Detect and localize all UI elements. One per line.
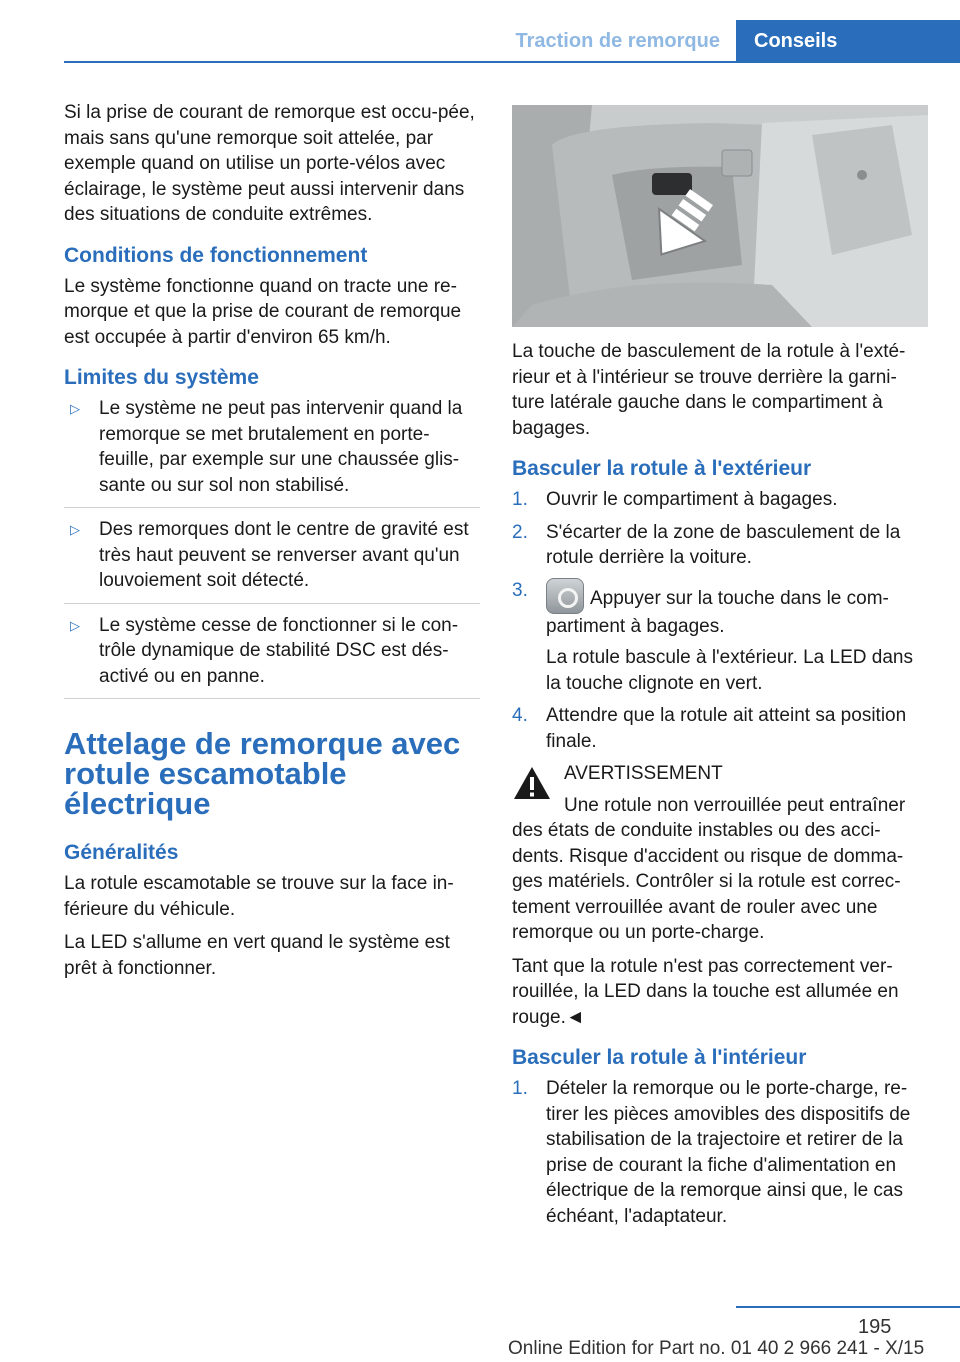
warning-text: Une rotule non verrouillée peut entraîner des états de conduite instables ou des acci-dents. Risque d'accident ou risque de domma-ges matériels. Contrôler si la rotule est correc-tement verrouillée avant de rouler avec une remorque ou un porte-charge.: [512, 794, 906, 943]
tilt-out-heading: Basculer la rotule à l'extérieur: [512, 457, 812, 480]
triangle-bullet-icon: ▷: [70, 522, 80, 537]
step-number: 3.: [512, 579, 528, 601]
conditions-paragraph: Le système fonctionne quand on tracte une re-morque et que la prise de courant de remorque est occupée à partir d'environ 65 km/h.: [64, 275, 462, 348]
list-item-text: Le système cesse de fonctionner si le con-trôle dynamique de stabilité DSC est dés-activé ou en panne.: [99, 614, 459, 687]
step-text: S'écarter de la zone de basculement de la rotule derrière la voiture.: [546, 521, 901, 568]
tilt-in-heading: Basculer la rotule à l'intérieur: [512, 1046, 807, 1069]
step-number: 1.: [512, 1078, 528, 1099]
trunk-photo: [512, 105, 928, 327]
general-paragraph-2: La LED s'allume en vert quand le système est prêt à fonctionner.: [64, 932, 450, 979]
header-section-title: Traction de remorque: [515, 30, 720, 52]
step-number: 2.: [512, 521, 528, 543]
photo-caption: La touche de basculement de la rotule à l'exté-rieur et à l'intérieur se trouve derrière la garni-ture latérale gauche dans le compartiment à bagages.: [512, 341, 906, 439]
step-text: Ouvrir le compartiment à bagages.: [546, 489, 838, 510]
list-item: [512, 487, 928, 513]
warning-title: AVERTISSEMENT: [564, 763, 723, 784]
step-text: Appuyer sur la touche dans le com-partiment à bagages.: [546, 587, 889, 637]
right-column: [512, 100, 928, 1236]
step-number: 4.: [512, 705, 528, 726]
left-column: [64, 100, 480, 989]
list-item-text: Le système ne peut pas intervenir quand la remorque se met brutalement en porte-feuille, par exemple sur une chaussée glis-sante ou sur sol non stabilisé.: [99, 398, 463, 496]
step-text: Attendre que la rotule ait atteint sa position finale.: [546, 705, 907, 752]
general-paragraph-1: La rotule escamotable se trouve sur la face in-férieure du véhicule.: [64, 873, 454, 920]
triangle-bullet-icon: ▷: [70, 401, 80, 416]
limits-heading: Limites du système: [64, 366, 259, 389]
edition-text: Online Edition for Part no. 01 40 2 966 241 - X/15: [508, 1338, 925, 1359]
tilt-out-steps: [512, 487, 928, 754]
step-number: 1.: [512, 489, 528, 510]
triangle-bullet-icon: ▷: [70, 617, 80, 633]
list-item-text: Des remorques dont le centre de gravité est très haut peuvent se renverser avant qu'un louvoiement soit détecté.: [99, 519, 469, 591]
header-tab: Conseils: [736, 20, 960, 63]
list-item: [512, 1076, 928, 1229]
list-item: [64, 613, 480, 700]
list-item: [512, 578, 928, 697]
step-subtext: La rotule bascule à l'extérieur. La LED dans la touche clignote en vert.: [546, 647, 913, 694]
warning-block: [512, 761, 928, 1030]
header-rule: [64, 61, 960, 63]
chapter-title: Attelage de remorque avec rotule escamotable électrique: [64, 726, 461, 821]
general-heading: Généralités: [64, 841, 179, 864]
warning-text-2: Tant que la rotule n'est pas correctement ver-rouillée, la LED dans la touche est allumée en rouge.◄: [512, 955, 899, 1028]
page-number: 195: [858, 1316, 892, 1338]
list-item: [64, 396, 480, 508]
warning-icon: [512, 765, 552, 801]
intro-paragraph: Si la prise de courant de remorque est occu-pée, mais sans qu'une remorque soit attelée, par exemple quand on utilise un porte-vélos avec éclairage, le système peut aussi intervenir dans des situations de conduite extrêmes.: [64, 102, 475, 225]
conditions-heading: Conditions de fonctionnement: [64, 243, 368, 267]
list-item: [512, 520, 928, 571]
list-item: [64, 517, 480, 604]
trailer-hitch-button-icon: [546, 578, 584, 614]
footer-rule: [736, 1306, 960, 1308]
limits-list: [64, 396, 480, 699]
list-item: [512, 703, 928, 754]
tilt-in-steps: [512, 1076, 928, 1229]
step-text: Dételer la remorque ou le porte-charge, re-tirer les pièces amovibles des dispositifs de stabilisation de la trajectoire et retirer de la prise de courant la fiche d'alimentation en électrique de la remorque ainsi que, le cas échéant, l'adaptateur.: [546, 1078, 911, 1227]
